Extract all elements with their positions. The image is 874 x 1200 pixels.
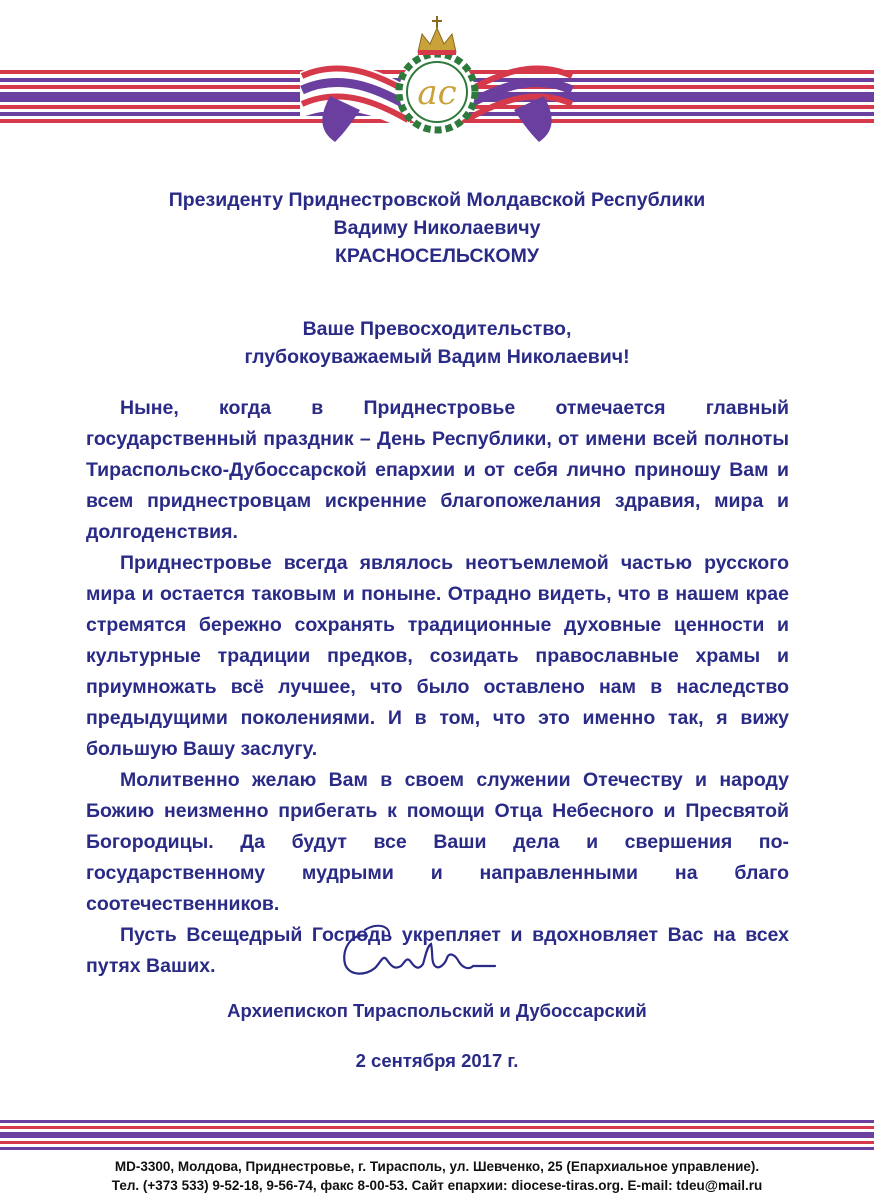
letter-body	[86, 393, 789, 982]
letter-date: 2 сентября 2017 г.	[355, 1050, 519, 1071]
paragraph-1: Ныне, когда в Приднестровье отмечается главный государственный праздник – День Республики, от имени всей полноты Тираспольско-Дубоссарской епархии и от себя лично приношу Вам и всем приднестровцам искренние благопожелания здравия, мира и долгоденствия.	[86, 397, 789, 543]
paragraph-3: Молитвенно желаю Вам в своем служении Отечеству и народу Божию неизменно прибегать к помощи Отца Небесного и Пресвятой Богородицы. Да будут все Ваши дела и свершения по-государственному мудрыми и направленными на благо соотечественников.	[86, 769, 789, 915]
greeting-line-1: Ваше Превосходительство,	[302, 318, 572, 340]
footer-contact-line: Тел. (+373 533) 9-52-18, 9-56-74, факс 8-00-53. Сайт епархии: diocese-tiras.org. E-mail: tdeu@mail.ru	[111, 1178, 763, 1193]
addressee-line-2: Вадиму Николаевичу	[333, 217, 541, 239]
paragraph-2: Приднестровье всегда являлось неотъемлемой частью русского мира и остается таковым и поныне. Отрадно видеть, что в нашем крае стремятся бережно сохранять традиционные духовные ценности и культурные традиции предков, созидать православные храмы и приумножать всё лучшее, что было оставлено нам в наследство предыдущими поколениями. И в том, что это именно так, я вижу большую Вашу заслугу.	[86, 552, 789, 760]
addressee-line-3: КРАСНОСЕЛЬСКОМУ	[335, 245, 539, 267]
footer-contacts	[0, 1157, 874, 1195]
crown-laurel-monogram-icon	[0, 0, 874, 160]
footer-ribbon-band	[0, 1120, 874, 1150]
ribbon-right	[466, 68, 572, 142]
greeting-block	[0, 315, 874, 371]
footer-address: MD-3300, Молдова, Приднестровье, г. Тирасполь, ул. Шевченко, 25 (Епархиальное управление).	[114, 1159, 760, 1174]
addressee-block	[0, 186, 874, 270]
handwritten-signature	[335, 918, 505, 988]
addressee-line-1: Президенту Приднестровской Молдавской Республики	[168, 189, 706, 211]
ribbon-left	[300, 63, 410, 142]
signatory-title: Архиепископ Тираспольский и Дубоссарский	[227, 1000, 647, 1021]
monogram: ас	[417, 73, 457, 113]
greeting-line-2: глубокоуважаемый Вадим Николаевич!	[244, 346, 630, 368]
paragraph-4: Пусть Всещедрый Господь укрепляет и вдохновляет Вас на всех путях Ваших.	[86, 924, 789, 977]
crown-icon	[418, 16, 456, 55]
